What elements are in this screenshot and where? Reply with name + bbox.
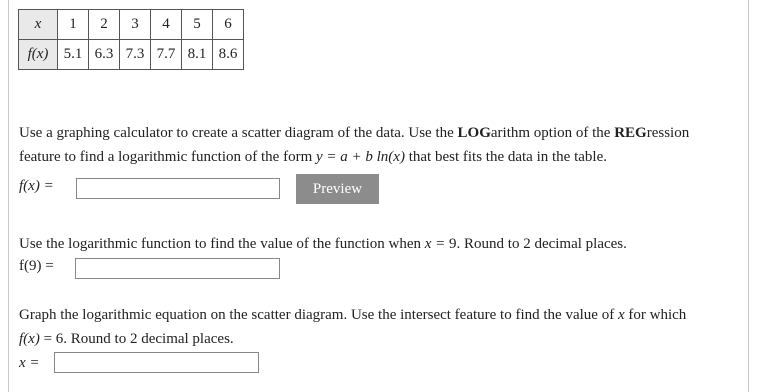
fx-cell: 8.6	[213, 40, 244, 70]
data-table	[18, 9, 244, 70]
q1-line2-a: feature to find a logarithmic function of the form	[19, 149, 316, 165]
table-row-x	[19, 10, 244, 40]
fx-cell: 7.3	[120, 40, 151, 70]
x-cell: 3	[120, 10, 151, 40]
q1-bold-reg: REG	[614, 125, 647, 141]
fx-header-cell: f(x)	[19, 40, 58, 70]
table-row-fx	[19, 40, 244, 70]
x-cell: 5	[182, 10, 213, 40]
q1-text-b: arithm option of the	[490, 125, 615, 141]
preview-button[interactable]: Preview	[296, 174, 379, 204]
q3-answer-label: x =	[19, 355, 40, 371]
q2-text-a: Use the logarithmic function to find the value of the function when	[19, 236, 425, 252]
q3-line2-b: = 6. Round to 2 decimal places.	[39, 331, 234, 347]
x-cell: 4	[151, 10, 182, 40]
fx-cell: 5.1	[58, 40, 89, 70]
x-cell: 6	[213, 10, 244, 40]
fx-cell: 8.1	[182, 40, 213, 70]
q2-answer-label: f(9) =	[19, 258, 54, 274]
q1-formula: y = a + b ln(x)	[315, 149, 405, 165]
q3-line1: Graph the logarithmic equation on the scatter diagram. Use the intersect feature to find the value of	[19, 307, 618, 323]
question-3-text	[19, 303, 686, 351]
q2-answer-input[interactable]	[75, 258, 280, 279]
q3-answer-input[interactable]	[54, 352, 259, 373]
fx-cell: 7.7	[151, 40, 182, 70]
q2-text-b: 9. Round to 2 decimal places.	[449, 236, 627, 252]
q1-answer-input[interactable]	[76, 178, 280, 199]
x-cell: 2	[89, 10, 120, 40]
q3-line2-fx: f(x)	[19, 331, 40, 347]
x-cell: 1	[58, 10, 89, 40]
fx-cell: 6.3	[89, 40, 120, 70]
x-header-cell: x	[19, 10, 58, 40]
q1-text-a: Use a graphing calculator to create a scatter diagram of the data. Use the	[19, 125, 458, 141]
q1-answer-label: f(x) =	[19, 178, 54, 194]
q1-text-c: ression	[646, 125, 690, 141]
q2-var: x =	[424, 236, 450, 252]
q3-var-x: x	[617, 307, 625, 323]
q3-line1-b: for which	[624, 307, 687, 323]
q1-bold-log: LOG	[457, 125, 491, 141]
question-1-text	[19, 121, 689, 169]
question-2-text	[19, 232, 627, 256]
q1-line2-b: that best fits the data in the table.	[404, 149, 607, 165]
